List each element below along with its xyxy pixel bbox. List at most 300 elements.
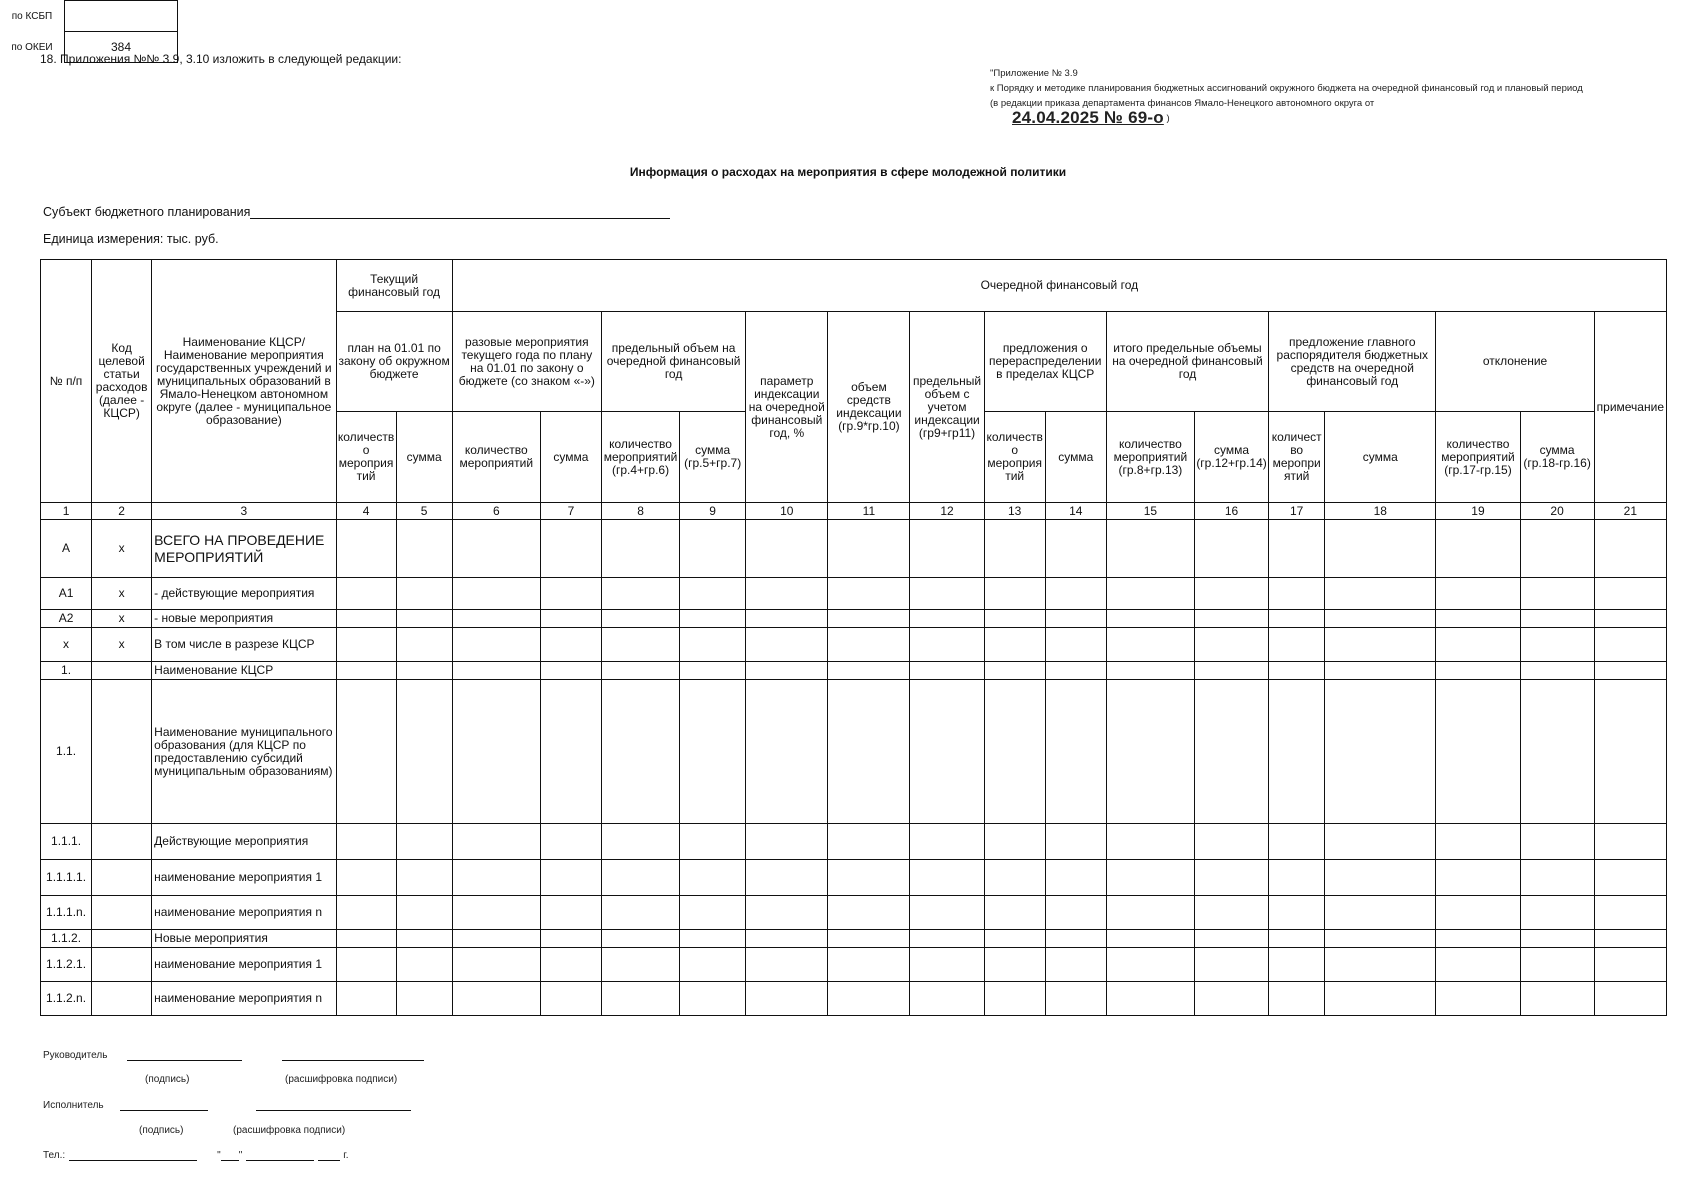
empty-cell xyxy=(680,520,746,578)
empty-cell xyxy=(452,896,540,930)
empty-cell xyxy=(1194,578,1268,610)
empty-cell xyxy=(540,662,601,680)
appendix-reference xyxy=(990,68,1670,125)
empty-cell xyxy=(910,662,984,680)
empty-cell xyxy=(984,680,1045,824)
empty-cell xyxy=(452,860,540,896)
empty-cell xyxy=(1194,628,1268,662)
row-name: наименование мероприятия n xyxy=(152,982,336,1016)
col-number: 7 xyxy=(540,503,601,520)
empty-cell xyxy=(910,680,984,824)
executor-signature-caption: (подпись) xyxy=(139,1125,184,1136)
empty-cell xyxy=(984,578,1045,610)
empty-cell xyxy=(1269,860,1325,896)
empty-cell xyxy=(540,578,601,610)
empty-cell xyxy=(1325,628,1436,662)
row-code: х xyxy=(92,520,152,578)
col-number: 13 xyxy=(984,503,1045,520)
empty-cell xyxy=(746,930,828,948)
empty-cell xyxy=(336,520,396,578)
sub-header-18: сумма xyxy=(1325,412,1436,503)
empty-cell xyxy=(1269,896,1325,930)
empty-cell xyxy=(828,860,910,896)
col-number: 8 xyxy=(601,503,679,520)
phone-label: Тел.: xyxy=(43,1150,66,1161)
header-next-year: Очередной финансовый год xyxy=(452,260,1666,312)
row-number: 1.1.2. xyxy=(41,930,92,948)
row-code xyxy=(92,948,152,982)
header-one-time: разовые мероприятия текущего года по плану на 01.01 по закону о бюджете (со знаком «-») xyxy=(452,312,601,412)
sub-header-8: количество мероприятий (гр.4+гр.6) xyxy=(601,412,679,503)
row-name: - новые мероприятия xyxy=(152,610,336,628)
empty-cell xyxy=(1106,520,1194,578)
row-number: 1.1. xyxy=(41,680,92,824)
empty-cell xyxy=(396,982,452,1016)
row-number: 1.1.2.1. xyxy=(41,948,92,982)
empty-cell xyxy=(1436,824,1520,860)
row-name: В том числе в разрезе КЦСР xyxy=(152,628,336,662)
empty-cell xyxy=(396,520,452,578)
header-param: параметр индексации на очередной финансовый год, % xyxy=(746,312,828,503)
head-signature-caption: (подпись) xyxy=(145,1074,190,1085)
empty-cell xyxy=(1269,948,1325,982)
header-limit-index: предельный объем с учетом индексации (гр9+гр11) xyxy=(910,312,984,503)
empty-cell xyxy=(828,896,910,930)
row-number: 1. xyxy=(41,662,92,680)
empty-cell xyxy=(984,610,1045,628)
empty-cell xyxy=(336,610,396,628)
empty-cell xyxy=(452,578,540,610)
empty-cell xyxy=(1594,578,1666,610)
empty-cell xyxy=(336,824,396,860)
head-line xyxy=(43,1050,543,1061)
empty-cell xyxy=(1194,610,1268,628)
empty-cell xyxy=(1269,680,1325,824)
table-row xyxy=(41,824,1667,860)
empty-cell xyxy=(336,896,396,930)
okei-label: по ОКЕИ xyxy=(11,41,53,53)
empty-cell xyxy=(1045,680,1106,824)
empty-cell xyxy=(452,628,540,662)
sub-header-13: количество мероприятий xyxy=(984,412,1045,503)
empty-cell xyxy=(1269,520,1325,578)
empty-cell xyxy=(540,896,601,930)
date-day-line xyxy=(221,1150,239,1161)
empty-cell xyxy=(1325,520,1436,578)
empty-cell xyxy=(828,982,910,1016)
header-limit: предельный объем на очередной финансовый год xyxy=(601,312,745,412)
empty-cell xyxy=(984,520,1045,578)
empty-cell xyxy=(1436,860,1520,896)
empty-cell xyxy=(1520,896,1594,930)
empty-cell xyxy=(680,930,746,948)
empty-cell xyxy=(1594,982,1666,1016)
executor-signature-line xyxy=(120,1100,208,1111)
header-name: Наименование КЦСР/ Наименование мероприятия государственных учреждений и муниципальных образований в Ямало-Ненецком автономном округе (далее - муниципальное образование) xyxy=(152,260,336,503)
row-name: ВСЕГО НА ПРОВЕДЕНИЕ МЕРОПРИЯТИЙ xyxy=(152,520,336,578)
empty-cell xyxy=(1106,930,1194,948)
table-row xyxy=(41,662,1667,680)
empty-cell xyxy=(336,930,396,948)
empty-cell xyxy=(1269,662,1325,680)
empty-cell xyxy=(828,628,910,662)
appendix-edition: (в редакции приказа департамента финансов Ямало-Ненецкого автономного округа от xyxy=(990,98,1375,109)
col-number: 12 xyxy=(910,503,984,520)
empty-cell xyxy=(1106,662,1194,680)
row-name: наименование мероприятия n xyxy=(152,896,336,930)
col-number: 3 xyxy=(152,503,336,520)
empty-cell xyxy=(601,948,679,982)
empty-cell xyxy=(1194,824,1268,860)
empty-cell xyxy=(1269,628,1325,662)
row-name: Новые мероприятия xyxy=(152,930,336,948)
empty-cell xyxy=(680,680,746,824)
empty-cell xyxy=(336,948,396,982)
empty-cell xyxy=(1436,578,1520,610)
head-decoding-line xyxy=(282,1050,424,1061)
empty-cell xyxy=(746,628,828,662)
sub-header-4: количество мероприятий xyxy=(336,412,396,503)
empty-cell xyxy=(1045,948,1106,982)
header-number: № п/п xyxy=(41,260,92,503)
empty-cell xyxy=(746,824,828,860)
empty-cell xyxy=(396,680,452,824)
empty-cell xyxy=(680,982,746,1016)
empty-cell xyxy=(1269,824,1325,860)
header-redistribution: предложения о перераспределении в пределах КЦСР xyxy=(984,312,1106,412)
empty-cell xyxy=(452,824,540,860)
empty-cell xyxy=(601,824,679,860)
empty-cell xyxy=(336,860,396,896)
empty-cell xyxy=(680,578,746,610)
empty-cell xyxy=(1269,610,1325,628)
empty-cell xyxy=(910,982,984,1016)
col-number: 10 xyxy=(746,503,828,520)
empty-cell xyxy=(1325,982,1436,1016)
empty-cell xyxy=(746,610,828,628)
empty-cell xyxy=(746,982,828,1016)
empty-cell xyxy=(1436,610,1520,628)
empty-cell xyxy=(601,930,679,948)
empty-cell xyxy=(1045,860,1106,896)
empty-cell xyxy=(1106,860,1194,896)
empty-cell xyxy=(396,860,452,896)
col-number: 1 xyxy=(41,503,92,520)
appendix-number: "Приложение № 3.9 xyxy=(990,68,1078,79)
empty-cell xyxy=(1045,520,1106,578)
executor-decoding-caption: (расшифровка подписи) xyxy=(233,1125,346,1136)
ksbp-value xyxy=(65,1,178,32)
appendix-description: к Порядку и методике планирования бюджетных ассигнований окружного бюджета на очередной финансовый год и плановый период xyxy=(990,83,1583,94)
empty-cell xyxy=(680,860,746,896)
empty-cell xyxy=(396,930,452,948)
empty-cell xyxy=(1194,982,1268,1016)
sub-header-20: сумма (гр.18-гр.16) xyxy=(1520,412,1594,503)
empty-cell xyxy=(828,520,910,578)
empty-cell xyxy=(452,930,540,948)
col-number: 14 xyxy=(1045,503,1106,520)
empty-cell xyxy=(910,860,984,896)
header-index-volume: объем средств индексации (гр.9*гр.10) xyxy=(828,312,910,503)
empty-cell xyxy=(1194,520,1268,578)
year-suffix: г. xyxy=(343,1150,349,1161)
row-code: х xyxy=(92,628,152,662)
empty-cell xyxy=(540,930,601,948)
empty-cell xyxy=(1594,930,1666,948)
row-code xyxy=(92,860,152,896)
empty-cell xyxy=(746,662,828,680)
empty-cell xyxy=(910,578,984,610)
empty-cell xyxy=(828,662,910,680)
row-code xyxy=(92,662,152,680)
empty-cell xyxy=(540,824,601,860)
row-name: Наименование КЦСР xyxy=(152,662,336,680)
sub-header-7: сумма xyxy=(540,412,601,503)
subject-blank xyxy=(250,206,670,219)
empty-cell xyxy=(1194,662,1268,680)
empty-cell xyxy=(452,680,540,824)
order-date: 24.04.2025 № 69-о xyxy=(1012,108,1164,127)
empty-cell xyxy=(1325,824,1436,860)
empty-cell xyxy=(1520,520,1594,578)
empty-cell xyxy=(1269,982,1325,1016)
empty-cell xyxy=(452,610,540,628)
col-number: 21 xyxy=(1594,503,1666,520)
empty-cell xyxy=(1045,824,1106,860)
col-number: 18 xyxy=(1325,503,1436,520)
sub-header-6: количество мероприятий xyxy=(452,412,540,503)
subject-label: Субъект бюджетного планирования xyxy=(43,205,251,219)
empty-cell xyxy=(1194,680,1268,824)
sub-header-9: сумма (гр.5+гр.7) xyxy=(680,412,746,503)
empty-cell xyxy=(1325,610,1436,628)
empty-cell xyxy=(1325,896,1436,930)
row-code xyxy=(92,982,152,1016)
table-row xyxy=(41,948,1667,982)
empty-cell xyxy=(984,824,1045,860)
empty-cell xyxy=(828,824,910,860)
empty-cell xyxy=(1436,948,1520,982)
empty-cell xyxy=(746,520,828,578)
empty-cell xyxy=(1106,610,1194,628)
col-number: 11 xyxy=(828,503,910,520)
empty-cell xyxy=(828,578,910,610)
empty-cell xyxy=(336,982,396,1016)
empty-cell xyxy=(1594,680,1666,824)
col-number: 9 xyxy=(680,503,746,520)
empty-cell xyxy=(1520,930,1594,948)
empty-cell xyxy=(1594,610,1666,628)
row-number: 1.1.1.n. xyxy=(41,896,92,930)
empty-cell xyxy=(746,896,828,930)
empty-cell xyxy=(452,948,540,982)
empty-cell xyxy=(1325,930,1436,948)
empty-cell xyxy=(336,628,396,662)
phone-number-line xyxy=(69,1150,197,1161)
row-number: 1.1.1.1. xyxy=(41,860,92,896)
empty-cell xyxy=(1194,948,1268,982)
appendix-order-line xyxy=(990,110,1670,125)
empty-cell xyxy=(910,628,984,662)
header-note: примечание xyxy=(1594,312,1666,503)
empty-cell xyxy=(452,520,540,578)
okei-value: 384 xyxy=(65,32,178,63)
empty-cell xyxy=(1106,578,1194,610)
empty-cell xyxy=(1594,860,1666,896)
empty-cell xyxy=(910,896,984,930)
empty-cell xyxy=(1106,948,1194,982)
col-number: 6 xyxy=(452,503,540,520)
empty-cell xyxy=(1325,662,1436,680)
header-plan: план на 01.01 по закону об окружном бюджете xyxy=(336,312,452,412)
empty-cell xyxy=(746,860,828,896)
head-label: Руководитель xyxy=(43,1050,108,1061)
empty-cell xyxy=(540,628,601,662)
empty-cell xyxy=(601,680,679,824)
col-number: 15 xyxy=(1106,503,1194,520)
empty-cell xyxy=(1325,860,1436,896)
sub-header-17: количество мероприятий xyxy=(1269,412,1325,503)
empty-cell xyxy=(1594,628,1666,662)
empty-cell xyxy=(601,662,679,680)
date-year-line xyxy=(318,1150,340,1161)
empty-cell xyxy=(540,610,601,628)
empty-cell xyxy=(1594,896,1666,930)
empty-cell xyxy=(828,948,910,982)
header-code: Код целевой статьи расходов (далее - КЦСР) xyxy=(92,260,152,503)
empty-cell xyxy=(1194,860,1268,896)
sub-header-5: сумма xyxy=(396,412,452,503)
header-deviation: отклонение xyxy=(1436,312,1594,412)
empty-cell xyxy=(1045,982,1106,1016)
phone-line xyxy=(43,1150,543,1161)
date-quote-open: " xyxy=(217,1150,221,1161)
row-number: 1.1.2.n. xyxy=(41,982,92,1016)
empty-cell xyxy=(396,610,452,628)
col-number: 19 xyxy=(1436,503,1520,520)
subject-line xyxy=(43,205,670,219)
empty-cell xyxy=(336,578,396,610)
empty-cell xyxy=(1045,578,1106,610)
row-name: - действующие мероприятия xyxy=(152,578,336,610)
table-row xyxy=(41,680,1667,824)
empty-cell xyxy=(1194,930,1268,948)
empty-cell xyxy=(396,948,452,982)
col-number: 5 xyxy=(396,503,452,520)
col-number: 17 xyxy=(1269,503,1325,520)
empty-cell xyxy=(1269,578,1325,610)
empty-cell xyxy=(601,628,679,662)
empty-cell xyxy=(680,610,746,628)
row-code: х xyxy=(92,578,152,610)
sub-header-19: количество мероприятий (гр.17-гр.15) xyxy=(1436,412,1520,503)
empty-cell xyxy=(601,610,679,628)
empty-cell xyxy=(1520,680,1594,824)
empty-cell xyxy=(601,578,679,610)
header-gr-proposal: предложение главного распорядителя бюджетных средств на очередной финансовый год xyxy=(1269,312,1436,412)
empty-cell xyxy=(1045,662,1106,680)
empty-cell xyxy=(396,896,452,930)
empty-cell xyxy=(1436,520,1520,578)
empty-cell xyxy=(396,662,452,680)
empty-cell xyxy=(910,948,984,982)
table-row xyxy=(41,628,1667,662)
empty-cell xyxy=(1520,610,1594,628)
empty-cell xyxy=(452,662,540,680)
empty-cell xyxy=(1436,896,1520,930)
unit-line: Единица измерения: тыс. руб. xyxy=(43,232,219,246)
empty-cell xyxy=(984,982,1045,1016)
empty-cell xyxy=(1594,662,1666,680)
empty-cell xyxy=(1045,930,1106,948)
empty-cell xyxy=(1436,982,1520,1016)
empty-cell xyxy=(1436,662,1520,680)
empty-cell xyxy=(1106,680,1194,824)
table-row xyxy=(41,520,1667,578)
row-number: х xyxy=(41,628,92,662)
row-number: А2 xyxy=(41,610,92,628)
empty-cell xyxy=(1520,824,1594,860)
empty-cell xyxy=(540,520,601,578)
col-number: 4 xyxy=(336,503,396,520)
empty-cell xyxy=(984,948,1045,982)
empty-cell xyxy=(601,520,679,578)
row-name: Наименование муниципального образования (для КЦСР по предоставлению субсидий муниципальным образованиям) xyxy=(152,680,336,824)
table-row xyxy=(41,982,1667,1016)
expenses-table xyxy=(40,259,1667,1016)
row-code xyxy=(92,896,152,930)
head-decoding-caption: (расшифровка подписи) xyxy=(285,1074,398,1085)
empty-cell xyxy=(1045,610,1106,628)
empty-cell xyxy=(1325,680,1436,824)
empty-cell xyxy=(601,860,679,896)
sub-header-16: сумма (гр.12+гр.14) xyxy=(1194,412,1268,503)
col-number: 16 xyxy=(1194,503,1268,520)
empty-cell xyxy=(828,610,910,628)
empty-cell xyxy=(828,930,910,948)
executor-decoding-line xyxy=(256,1100,411,1111)
table-row xyxy=(41,896,1667,930)
row-name: Действующие мероприятия xyxy=(152,824,336,860)
empty-cell xyxy=(1436,930,1520,948)
empty-cell xyxy=(910,930,984,948)
empty-cell xyxy=(1106,628,1194,662)
intro-text: 18. Приложения №№ 3.9, 3.10 изложить в следующей редакции: xyxy=(40,52,402,66)
row-number: А1 xyxy=(41,578,92,610)
header-current-year: Текущий финансовый год xyxy=(336,260,452,312)
col-number: 2 xyxy=(92,503,152,520)
empty-cell xyxy=(1106,896,1194,930)
empty-cell xyxy=(1106,824,1194,860)
empty-cell xyxy=(336,680,396,824)
empty-cell xyxy=(680,948,746,982)
empty-cell xyxy=(1436,628,1520,662)
date-quote-close: " xyxy=(238,1150,243,1161)
empty-cell xyxy=(1045,628,1106,662)
empty-cell xyxy=(540,982,601,1016)
empty-cell xyxy=(910,520,984,578)
empty-cell xyxy=(540,948,601,982)
head-signature-line xyxy=(127,1050,242,1061)
empty-cell xyxy=(746,680,828,824)
empty-cell xyxy=(336,662,396,680)
executor-line xyxy=(43,1100,543,1111)
empty-cell xyxy=(601,982,679,1016)
header-total-limit: итого предельные объемы на очередной финансовый год xyxy=(1106,312,1268,412)
row-name: наименование мероприятия 1 xyxy=(152,860,336,896)
empty-cell xyxy=(984,860,1045,896)
row-code xyxy=(92,680,152,824)
